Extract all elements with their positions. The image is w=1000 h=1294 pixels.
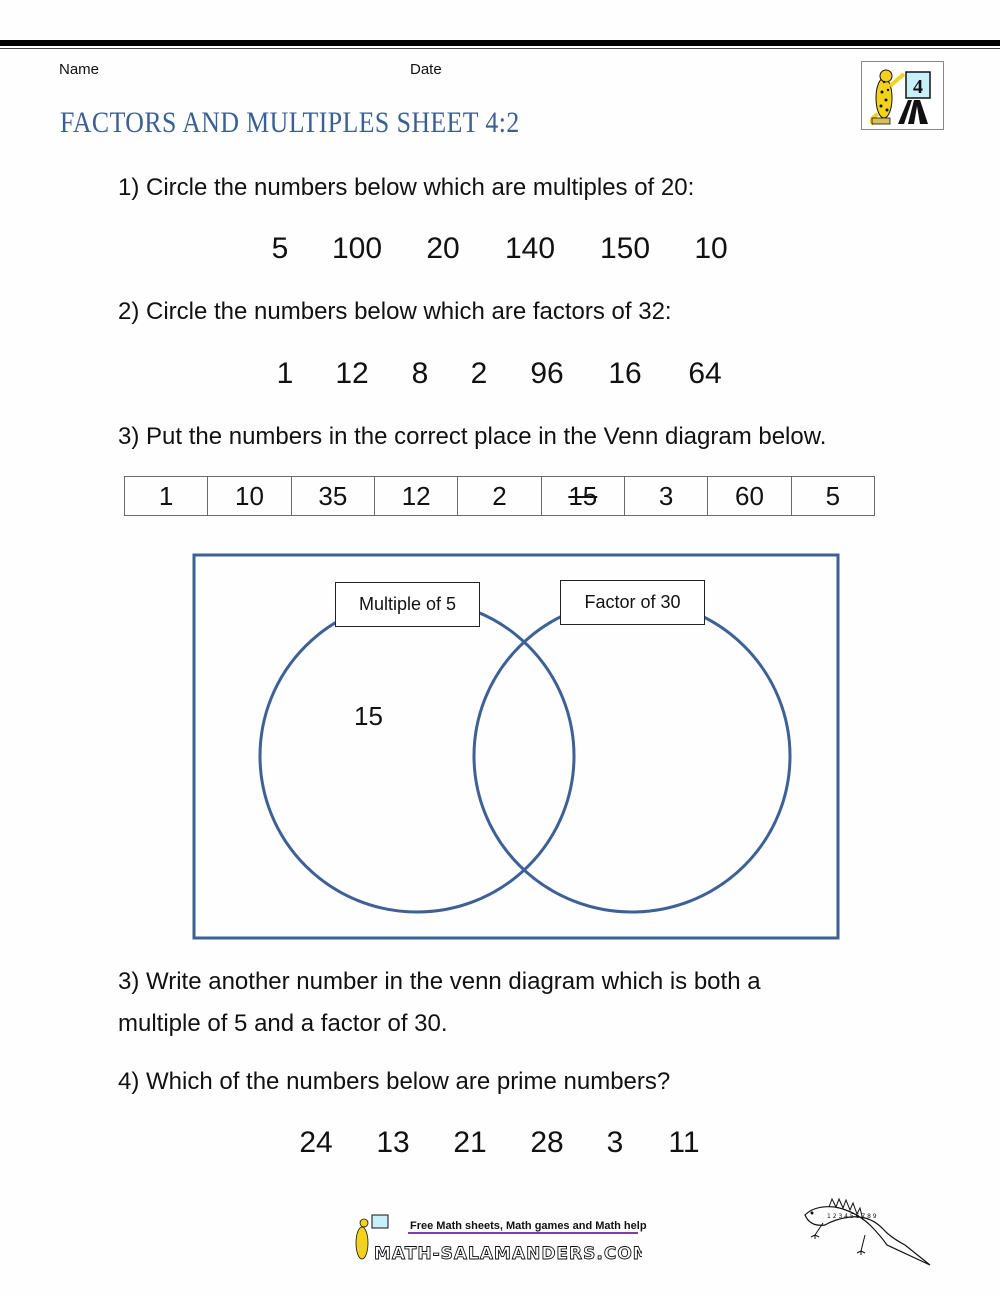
question-3b-prompt-line2: multiple of 5 and a factor of 30. [118,1010,448,1037]
number-bank-cell[interactable]: 35 [291,477,374,516]
answer-option[interactable]: 64 [688,357,722,390]
answer-option[interactable]: 12 [335,357,369,390]
grade-number: 4 [913,76,923,98]
venn-label-factor-of-30: Factor of 30 [560,580,705,625]
footer-site: MATH-SALAMANDERS.COM [374,1244,642,1264]
answer-option[interactable]: 20 [426,232,460,265]
answer-option[interactable]: 140 [504,232,556,265]
question-1-prompt: 1) Circle the numbers below which are multiples of 20: [118,174,695,201]
question-4-prompt: 4) Which of the numbers below are prime numbers? [118,1068,671,1095]
number-bank-cell[interactable]: 60 [708,477,791,516]
svg-text:1 2 3 4 5 6 7 8 9: 1 2 3 4 5 6 7 8 9 [827,1213,877,1220]
answer-option[interactable]: 96 [530,357,564,390]
number-bank-cell-used[interactable]: 15 [541,477,624,516]
number-bank-cell[interactable]: 10 [208,477,291,516]
answer-option[interactable]: 150 [599,232,651,265]
venn-label-multiple-of-5: Multiple of 5 [335,582,480,627]
answer-option[interactable]: 13 [376,1126,410,1159]
answer-option[interactable]: 21 [453,1126,487,1159]
question-3b-prompt-line1: 3) Write another number in the venn diagram which is both a [118,968,761,995]
answer-option[interactable]: 2 [470,357,488,390]
venn-universe-box [194,555,838,938]
question-2-prompt: 2) Circle the numbers below which are factors of 32: [118,298,672,325]
page-title: FACTORS AND MULTIPLES SHEET 4:2 [60,106,520,139]
answer-option[interactable]: 16 [608,357,642,390]
answer-option[interactable]: 11 [668,1126,700,1159]
number-bank-cell[interactable]: 3 [624,477,707,516]
number-bank-cell[interactable]: 12 [374,477,457,516]
answer-option[interactable]: 3 [606,1126,624,1159]
salamander-icon [795,1185,935,1270]
question-3-prompt: 3) Put the numbers in the correct place in the Venn diagram below. [118,423,827,450]
number-bank-cell[interactable]: 1 [125,477,208,516]
venn-placed-entry: 15 [354,701,383,731]
answer-option[interactable]: 1 [276,357,294,390]
footer-tagline: Free Math sheets, Math games and Math help [410,1220,647,1232]
date-label: Date [410,61,442,78]
name-label: Name [59,61,100,78]
answer-option[interactable]: 24 [299,1126,333,1159]
answer-option[interactable]: 10 [694,232,728,265]
answer-option[interactable]: 8 [411,357,429,390]
answer-option[interactable]: 5 [271,232,289,265]
answer-option[interactable]: 28 [530,1126,564,1159]
answer-option[interactable]: 100 [331,232,383,265]
number-bank-cell[interactable]: 2 [458,477,541,516]
number-bank-cell[interactable]: 5 [791,477,874,516]
question-4-numbers [0,1126,1000,1162]
